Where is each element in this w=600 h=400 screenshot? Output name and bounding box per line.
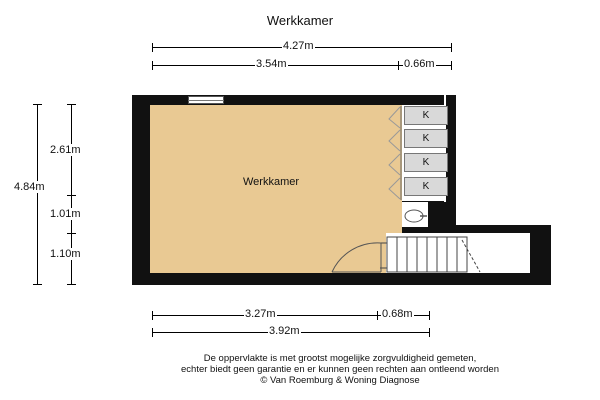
dim-tick [429,328,430,337]
dim-tick [429,311,430,320]
closet-k: K [404,153,448,172]
dim-bottom-part-b: 0.68m [382,308,413,320]
dim-left-part-a: 2.61m [50,144,81,156]
closet-door-swing [389,130,400,151]
closet-door-swing [389,107,400,128]
dim-left-part-c: 1.10m [50,248,81,260]
dim-top-total: 4.27m [283,40,314,52]
closet-k: K [404,129,448,148]
dim-tick [377,311,378,320]
closet-k: K [404,177,448,196]
closet-door-swing [389,154,400,175]
dim-left-total: 4.84m [14,181,45,193]
closet-k: K [404,106,448,125]
dim-bottom-total: 3.92m [269,325,300,337]
door-swing-arc [332,243,381,272]
dim-tick [152,328,153,337]
disclaimer-line-1: De oppervlakte is met grootst mogelijke zorgvuldigheid gemeten, [203,353,477,364]
disclaimer-line-3: © Van Roemburg & Woning Diagnose [260,375,420,386]
dim-top-part-b: 0.66m [404,58,435,70]
dim-bottom-part-a: 3.27m [245,308,276,320]
dim-tick [152,311,153,320]
closet-door-swing [389,178,400,199]
plan-title: Werkkamer [266,13,334,28]
dim-left-part-b: 1.01m [50,208,81,220]
room-label: Werkkamer [243,176,300,188]
dim-top-part-a: 3.54m [256,58,287,70]
disclaimer-line-2: echter biedt geen garantie en er kunnen geen rechten aan ontleend worden [181,364,499,375]
